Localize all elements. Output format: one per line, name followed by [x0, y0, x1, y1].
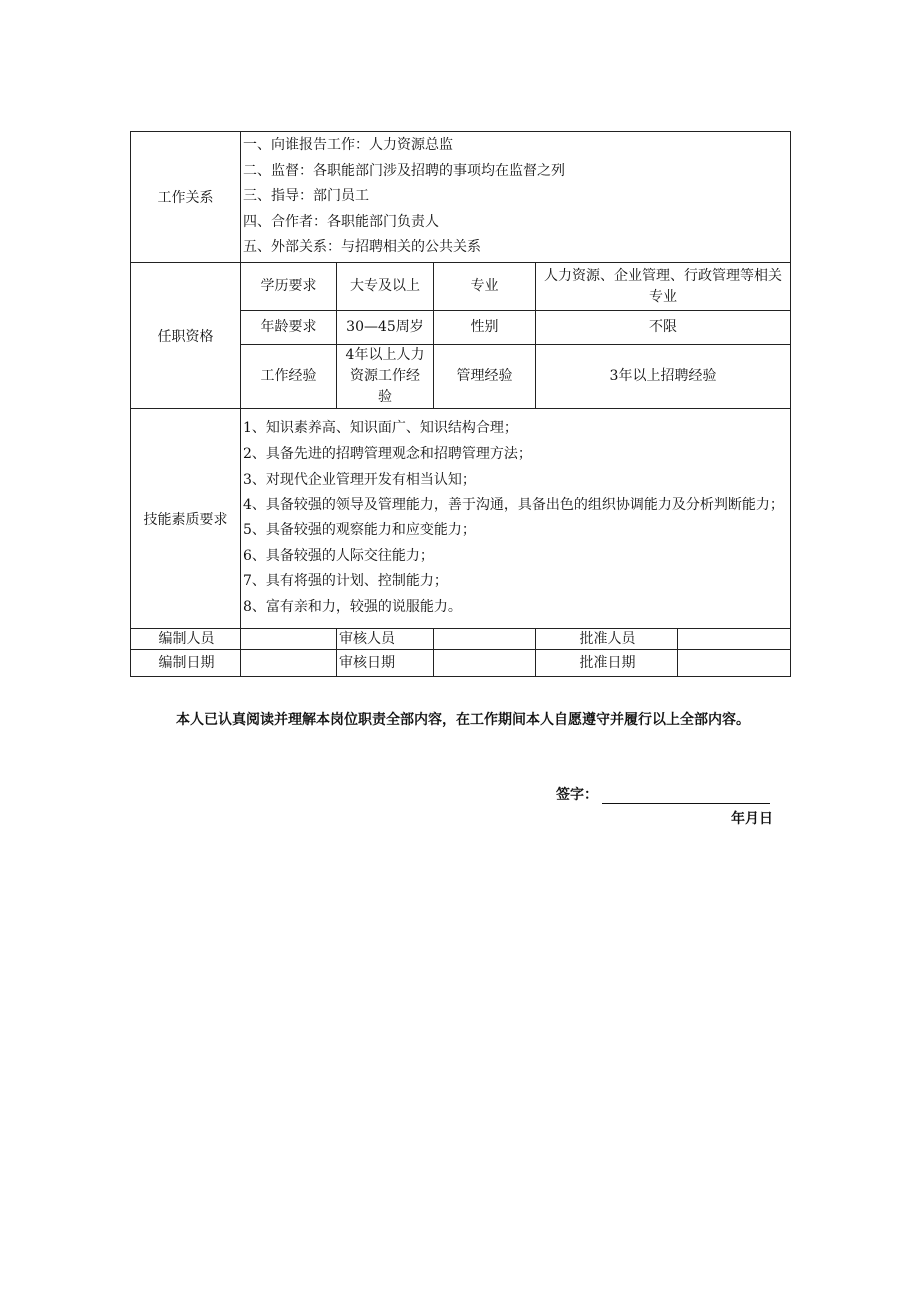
job-description-table — [130, 131, 791, 677]
education-label: 学历要求 — [241, 263, 337, 311]
review-date-label: 审核日期 — [337, 650, 434, 677]
signoff-row-people — [131, 629, 791, 650]
experience-label: 工作经验 — [241, 345, 337, 409]
work-relation-item: 三、指导：部门员工 — [243, 188, 369, 205]
reviewer-value — [434, 629, 536, 650]
skill-item: 6、具备较强的人际交往能力； — [243, 547, 434, 564]
age-label: 年龄要求 — [241, 311, 337, 345]
signature-label: 签字： — [556, 787, 598, 803]
major-value: 人力资源、企业管理、行政管理等相关专业 — [536, 263, 791, 311]
work-relations-label: 工作关系 — [131, 132, 241, 263]
compiler-value — [241, 629, 337, 650]
skills-row — [131, 409, 791, 629]
signoff-row-dates — [131, 650, 791, 677]
qualification-row-education — [131, 263, 791, 311]
declaration-text: 本人已认真阅读并理解本岗位职责全部内容，在工作期间本人自愿遵守并履行以上全部内容。 — [176, 712, 750, 728]
approve-date-value — [678, 650, 791, 677]
compile-date-label: 编制日期 — [131, 650, 241, 677]
approver-label: 批准人员 — [536, 629, 678, 650]
qualifications-label: 任职资格 — [131, 263, 241, 409]
signature-line[interactable] — [602, 787, 770, 804]
work-relation-item: 二、监督：各职能部门涉及招聘的事项均在监督之列 — [243, 162, 565, 179]
skill-item: 1、知识素养高、知识面广、知识结构合理； — [243, 420, 518, 437]
work-relations-content — [241, 132, 791, 263]
major-label: 专业 — [434, 263, 536, 311]
review-date-value — [434, 650, 536, 677]
skill-item: 2、具备先进的招聘管理观念和招聘管理方法； — [243, 446, 532, 463]
approver-value — [678, 629, 791, 650]
skill-item: 3、对现代企业管理开发有相当认知； — [243, 471, 476, 488]
skill-item: 7、具有将强的计划、控制能力； — [243, 573, 448, 590]
compiler-label: 编制人员 — [131, 629, 241, 650]
work-relation-item: 一、向谁报告工作：人力资源总监 — [243, 137, 453, 154]
skills-label: 技能素质要求 — [131, 409, 241, 629]
reviewer-label: 审核人员 — [337, 629, 434, 650]
education-value: 大专及以上 — [337, 263, 434, 311]
skills-content — [241, 409, 791, 629]
work-relation-item: 五、外部关系：与招聘相关的公共关系 — [243, 239, 481, 256]
mgmt-experience-label: 管理经验 — [434, 345, 536, 409]
gender-label: 性别 — [434, 311, 536, 345]
skill-item: 8、富有亲和力，较强的说服能力。 — [243, 598, 462, 615]
approve-date-label: 批准日期 — [536, 650, 678, 677]
work-relation-item: 四、合作者：各职能部门负责人 — [243, 213, 439, 230]
experience-value: 4年以上人力资源工作经验 — [337, 345, 434, 409]
gender-value: 不限 — [536, 311, 791, 345]
date-label: 年月日 — [731, 811, 773, 827]
age-value: 30—45周岁 — [337, 311, 434, 345]
work-relations-row — [131, 132, 791, 263]
mgmt-experience-value: 3年以上招聘经验 — [536, 345, 791, 409]
signature-field — [556, 784, 770, 804]
skill-item: 5、具备较强的观察能力和应变能力； — [243, 522, 476, 539]
compile-date-value — [241, 650, 337, 677]
skill-item: 4、具备较强的领导及管理能力，善于沟通，具备出色的组织协调能力及分析判断能力； — [243, 497, 784, 514]
